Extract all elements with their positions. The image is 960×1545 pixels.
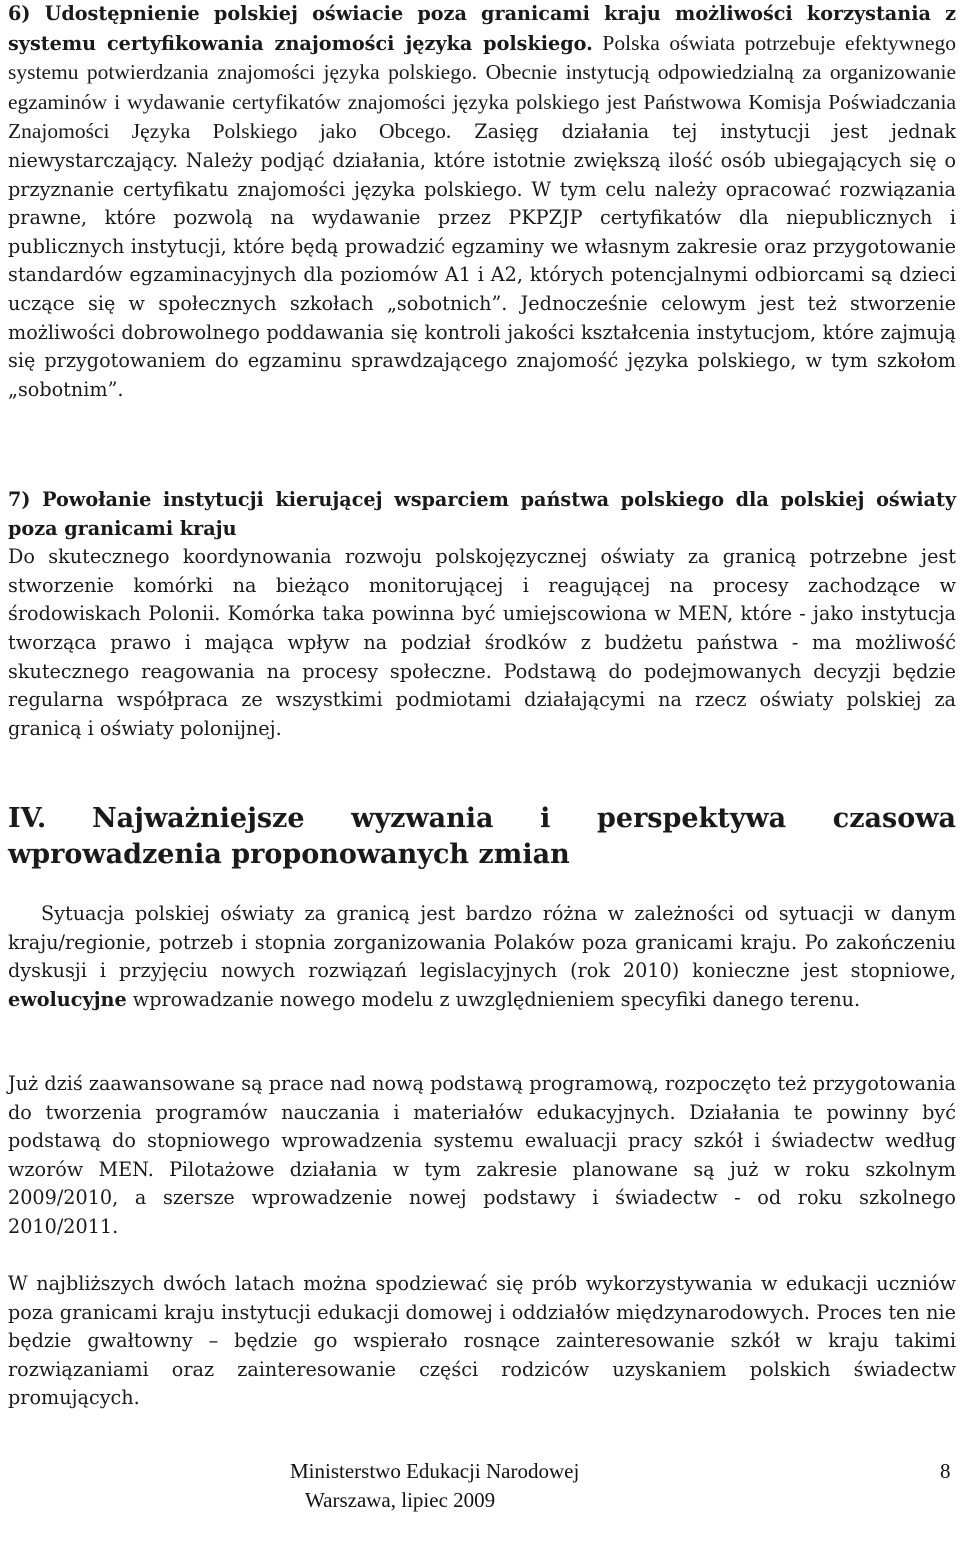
- section-7-heading: 7) Powołanie instytucji kierującej wsparciem państwa polskiego dla polskiej oświaty poza granicami kraju: [8, 488, 956, 540]
- section-6: [8, 0, 956, 404]
- section-6-sentence-2: Obecnie instytucją odpowiedzialną za organizowanie egzaminów i wydawanie certyfikatów znajomości języka polskiego jest Państwowa Komisja Poświadczania Znajomości Języka Polskiego jako Obcego.: [8, 60, 957, 144]
- section-iv-p1-before: Sytuacja polskiej oświaty za granicą jest bardzo różna w zależności od sytuacji w danym kraju/regionie, potrzeb i stopnia zorganizowania Polaków poza granicami kraju. Po zakończeniu dyskusji i przyjęciu nowych rozwiązań legislacyjnych (rok 2010) konieczne jest stopniowe,: [8, 902, 956, 983]
- section-iv-p1-bold: ewolucyjne: [8, 987, 127, 1011]
- section-iv-p1-after: wprowadzanie nowego modelu z uwzględnieniem specyfiki danego terenu.: [126, 987, 861, 1011]
- footer-place-date: Warszawa, lipiec 2009: [305, 1488, 496, 1512]
- section-6-sentence-1: Polska oświata potrzebuje efektywnego systemu potwierdzania znajomości języka polskiego.: [8, 30, 956, 85]
- section-iv-heading: [8, 801, 956, 873]
- section-iv-paragraph-2: [8, 1070, 956, 1242]
- section-iv-title: Najważniejsze wyzwania i perspektywa czasowa wprowadzenia proponowanych zmian: [8, 803, 956, 870]
- section-iv-p3: W najbliższych dwóch latach można spodziewać się prób wykorzystywania w edukacji uczniów poza granicami kraju instytucji edukacji domowej i oddziałów międzynarodowych. Proces ten nie będzie gwałtowny – będzie go wspierało rosnące zainteresowanie szkół w kraju takimi rozwiązaniami oraz zainteresowanie części rodziców uzyskaniem polskich świadectw promujących.: [8, 1272, 956, 1410]
- page-number: 8: [940, 1459, 951, 1483]
- footer-ministry: Ministerstwo Edukacji Narodowej: [290, 1459, 580, 1483]
- section-iv-number: IV.: [8, 803, 47, 834]
- section-6-heading: 6) Udostępnienie polskiej oświacie poza granicami kraju możliwości korzystania z systemu certyfikowania znajomości języka polskiego.: [8, 2, 956, 55]
- section-iv-p2: Już dziś zaawansowane są prace nad nową podstawą programową, rozpoczęto też przygotowania do tworzenia programów nauczania i materiałów edukacyjnych. Działania te powinny być podstawą do stopniowego wprowadzenia systemu ewaluacji pracy szkół i świadectw według wzorów MEN. Pilotażowe działania w tym zakresie planowane są już w roku szkolnym 2009/2010, a szersze wprowadzenie nowej podstawy i świadectw - od roku szkolnego 2010/2011.: [8, 1072, 956, 1238]
- section-7-body: Do skutecznego koordynowania rozwoju polskojęzycznej oświaty za granicą potrzebne jest stworzenie komórki na bieżąco monitorującej i reagującej na procesy zachodzące w środowiskach Polonii. Komórka taka powinna być umiejscowiona w MEN, które - jako instytucja tworząca prawo i mająca wpływ na podział środków z budżetu państwa - ma możliwość skutecznego reagowania na procesy społeczne. Podstawą do podejmowanych decyzji będzie regularna współpraca ze wszystkimi podmiotami działającymi na rzecz oświaty polskiej za granicą i oświaty polonijnej.: [8, 545, 956, 740]
- section-7: [8, 486, 956, 743]
- section-6-body: Zasięg działania tej instytucji jest jednak niewystarczający. Należy podjąć działania, które istotnie zwiększą ilość osób ubiegających się o przyznanie certyfikatu znajomości języka polskiego. W tym celu należy opracować rozwiązania prawne, które pozwolą na wydawanie przez PKPZJP certyfikatów dla niepublicznych i publicznych instytucji, które będą prowadzić egzaminy we własnym zakresie oraz przygotowanie standardów egzaminacyjnych dla poziomów A1 i A2, których potencjalnymi odbiorcami są dzieci uczące się w społecznych szkołach „sobotnich”. Jednocześnie celowym jest też stworzenie możliwości dobrowolnego poddawania się kontroli jakości kształcenia instytucjom, które zajmują się przygotowaniem do egzaminu sprawdzającego znajomość języka polskiego, w tym szkołom „sobotnim”.: [8, 120, 956, 401]
- section-iv-paragraph-1: [8, 900, 956, 1014]
- section-iv-paragraph-3: [8, 1270, 956, 1413]
